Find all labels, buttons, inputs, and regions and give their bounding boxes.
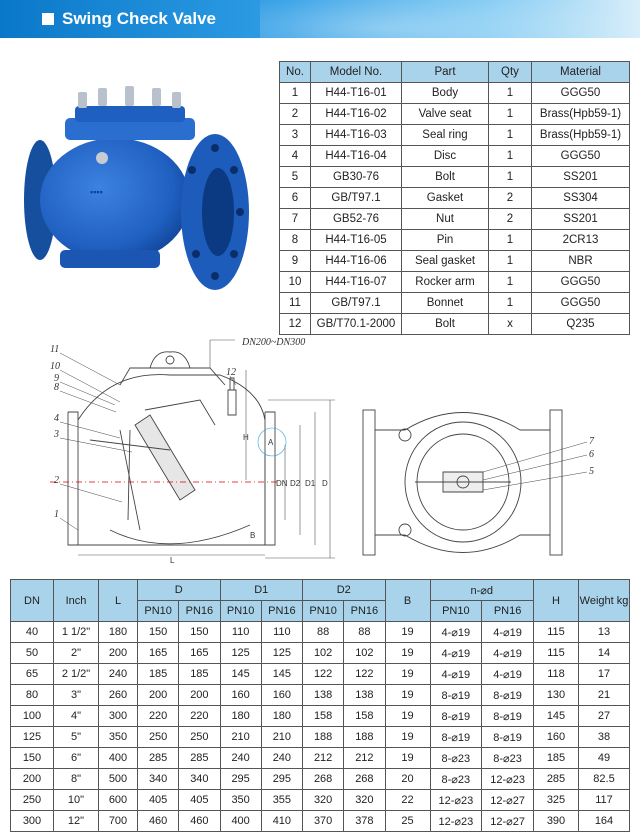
table-cell: 19 [385,685,430,706]
table-cell: 50 [11,643,54,664]
col-d-pn10: PN10 [138,601,179,622]
table-cell: 10 [280,272,311,293]
table-cell: GB/T97.1 [311,293,402,314]
parts-row [280,209,630,230]
col-qty: Qty [489,62,532,83]
table-cell: GB/T70.1-2000 [311,314,402,335]
table-cell: 11 [280,293,311,314]
table-cell: 1 [489,104,532,125]
table-cell: 118 [534,664,579,685]
table-cell: 1 1/2" [54,622,99,643]
table-cell: 268 [303,769,344,790]
range-label: DN200~DN300 [242,337,306,348]
table-cell: 1 [280,83,311,104]
table-cell: H44-T16-06 [311,251,402,272]
table-cell: H44-T16-04 [311,146,402,167]
col-d2: D2 [303,580,386,601]
table-cell: 410 [261,811,302,832]
table-cell: 295 [220,769,261,790]
callout-12: 12 [226,367,236,378]
table-cell: 4-⌀19 [430,643,482,664]
table-cell: 185 [138,664,179,685]
table-cell: 110 [220,622,261,643]
table-cell: 6" [54,748,99,769]
table-cell: 260 [99,685,138,706]
table-cell: H44-T16-02 [311,104,402,125]
table-cell: 2 [280,104,311,125]
table-cell: 1 [489,125,532,146]
dims-row [11,643,630,664]
dim-l: L [170,556,175,565]
dims-row [11,685,630,706]
table-cell: 8" [54,769,99,790]
dims-row [11,748,630,769]
table-cell: 158 [303,706,344,727]
col-d-pn16: PN16 [179,601,220,622]
table-cell: 138 [344,685,385,706]
col-nd-pn16: PN16 [482,601,534,622]
table-cell: 240 [99,664,138,685]
parts-row [280,167,630,188]
table-cell: SS304 [532,188,630,209]
parts-row [280,230,630,251]
table-cell: 300 [99,706,138,727]
table-cell: 19 [385,727,430,748]
svg-text:▪▪▪▪: ▪▪▪▪ [90,187,103,197]
table-cell: 122 [303,664,344,685]
table-cell: Disc [402,146,489,167]
table-cell: 378 [344,811,385,832]
table-cell: 268 [344,769,385,790]
col-d: D [138,580,221,601]
parts-table [279,61,630,335]
table-cell: 300 [11,811,54,832]
dim-b: B [250,531,256,540]
table-cell: Bolt [402,167,489,188]
col-h: H [534,580,579,622]
dims-header-row-1 [11,580,630,601]
col-inch: Inch [54,580,99,622]
col-d1-pn16: PN16 [261,601,302,622]
table-cell: 185 [534,748,579,769]
table-cell: H44-T16-05 [311,230,402,251]
table-cell: 600 [99,790,138,811]
table-cell: 115 [534,643,579,664]
square-bullet-icon [42,13,54,25]
table-cell: 200 [99,643,138,664]
col-part: Part [402,62,489,83]
table-cell: 125 [11,727,54,748]
table-cell: 102 [303,643,344,664]
parts-row [280,83,630,104]
callout-3: 3 [54,429,59,440]
table-cell: 100 [11,706,54,727]
table-cell: 150 [138,622,179,643]
table-cell: 8-⌀23 [430,748,482,769]
table-cell: 125 [220,643,261,664]
table-cell: 1 [489,293,532,314]
table-cell: 1 [489,146,532,167]
table-cell: 3" [54,685,99,706]
parts-row [280,146,630,167]
table-cell: 212 [344,748,385,769]
table-cell: Nut [402,209,489,230]
table-cell: 240 [261,748,302,769]
table-cell: 7 [280,209,311,230]
table-cell: 2 [489,209,532,230]
table-cell: 185 [179,664,220,685]
table-cell: 220 [179,706,220,727]
table-cell: 4-⌀19 [482,664,534,685]
col-no: No. [280,62,311,83]
table-cell: Brass(Hpb59-1) [532,104,630,125]
table-cell: 295 [261,769,302,790]
callout-11: 11 [50,344,60,355]
table-cell: 40 [11,622,54,643]
table-cell: 145 [534,706,579,727]
callout-10: 10 [50,361,60,372]
callout-4: 4 [54,413,59,424]
col-d1-pn10: PN10 [220,601,261,622]
table-cell: 25 [385,811,430,832]
table-cell: 8-⌀19 [482,685,534,706]
table-cell: 500 [99,769,138,790]
table-cell: 8-⌀19 [430,706,482,727]
table-cell: 210 [261,727,302,748]
table-cell: 88 [303,622,344,643]
callout-5: 5 [589,466,594,477]
callout-9: 9 [54,373,59,384]
dims-row [11,727,630,748]
table-cell: 240 [220,748,261,769]
dims-row [11,769,630,790]
table-cell: 117 [579,790,630,811]
table-cell: 8-⌀19 [430,727,482,748]
callout-6: 6 [589,449,594,460]
parts-row [280,188,630,209]
table-cell: 17 [579,664,630,685]
table-cell: 4-⌀19 [482,643,534,664]
section-drawing [50,330,350,565]
table-cell: 88 [344,622,385,643]
table-cell: 340 [138,769,179,790]
table-cell: 12 [280,314,311,335]
table-cell: Gasket [402,188,489,209]
table-cell: 38 [579,727,630,748]
table-cell: 1 [489,230,532,251]
table-cell: 370 [303,811,344,832]
table-cell: 212 [303,748,344,769]
col-weight: Weight kg [579,580,630,622]
table-cell: 122 [344,664,385,685]
table-cell: 165 [138,643,179,664]
table-cell: 8-⌀19 [482,706,534,727]
table-cell: 200 [11,769,54,790]
table-cell: 115 [534,622,579,643]
table-cell: 250 [179,727,220,748]
valve-photo [20,70,250,300]
table-cell: 400 [220,811,261,832]
table-cell: 188 [303,727,344,748]
table-cell: Body [402,83,489,104]
dims-row [11,790,630,811]
table-cell: Valve seat [402,104,489,125]
table-cell: 158 [344,706,385,727]
table-cell: 4-⌀19 [482,622,534,643]
table-cell: NBR [532,251,630,272]
callout-7: 7 [589,436,594,447]
table-cell: 405 [138,790,179,811]
table-cell: 13 [579,622,630,643]
col-dn: DN [11,580,54,622]
table-cell: 350 [99,727,138,748]
table-cell: 12-⌀23 [482,769,534,790]
table-cell: 405 [179,790,220,811]
table-cell: Q235 [532,314,630,335]
callout-1: 1 [54,509,59,520]
table-cell: 19 [385,706,430,727]
table-cell: 150 [179,622,220,643]
table-cell: 27 [579,706,630,727]
table-cell: 320 [344,790,385,811]
table-cell: GB30-76 [311,167,402,188]
dims-row [11,811,630,832]
dims-row [11,622,630,643]
table-cell: 4" [54,706,99,727]
table-cell: 164 [579,811,630,832]
table-cell: 285 [138,748,179,769]
table-cell: GGG50 [532,83,630,104]
col-material: Material [532,62,630,83]
table-cell: Seal ring [402,125,489,146]
table-cell: 110 [261,622,302,643]
table-cell: 14 [579,643,630,664]
table-cell: 400 [99,748,138,769]
table-cell: 138 [303,685,344,706]
table-cell: 210 [220,727,261,748]
table-cell: 325 [534,790,579,811]
dimensions-table [10,579,630,832]
table-cell: 5" [54,727,99,748]
table-cell: 6 [280,188,311,209]
table-cell: 145 [261,664,302,685]
table-cell: 8 [280,230,311,251]
table-cell: 4-⌀19 [430,622,482,643]
table-cell: 82.5 [579,769,630,790]
col-l: L [99,580,138,622]
table-cell: 150 [11,748,54,769]
table-cell: 65 [11,664,54,685]
table-cell: 80 [11,685,54,706]
table-cell: SS201 [532,209,630,230]
table-cell: 2" [54,643,99,664]
callout-8: 8 [54,382,59,393]
dim-dn: DN [276,479,288,488]
banner-wave [260,0,640,38]
parts-row [280,251,630,272]
table-cell: 19 [385,643,430,664]
table-cell: 21 [579,685,630,706]
table-cell: Pin [402,230,489,251]
table-cell: 160 [261,685,302,706]
table-cell: 285 [534,769,579,790]
dims-row [11,664,630,685]
table-cell: 130 [534,685,579,706]
table-cell: Brass(Hpb59-1) [532,125,630,146]
table-cell: 390 [534,811,579,832]
parts-row [280,293,630,314]
table-cell: 320 [303,790,344,811]
header-banner [0,0,640,38]
table-cell: 2 1/2" [54,664,99,685]
table-cell: 700 [99,811,138,832]
table-cell: GB/T97.1 [311,188,402,209]
table-cell: Rocker arm [402,272,489,293]
table-cell: 250 [11,790,54,811]
parts-header-row [280,62,630,83]
table-cell: H44-T16-01 [311,83,402,104]
table-cell: 355 [261,790,302,811]
table-cell: Seal gasket [402,251,489,272]
table-cell: 180 [99,622,138,643]
table-cell: 160 [220,685,261,706]
table-cell: 125 [261,643,302,664]
table-cell: 250 [138,727,179,748]
table-cell: 180 [220,706,261,727]
table-cell: H44-T16-07 [311,272,402,293]
table-cell: 3 [280,125,311,146]
table-cell: 102 [344,643,385,664]
table-cell: 8-⌀19 [482,727,534,748]
table-cell: 285 [179,748,220,769]
detail-a-label: A [268,438,274,447]
table-cell: 4-⌀19 [430,664,482,685]
table-cell: 1 [489,83,532,104]
parts-row [280,125,630,146]
table-cell: x [489,314,532,335]
parts-row [280,272,630,293]
table-cell: 200 [138,685,179,706]
col-d2-pn16: PN16 [344,601,385,622]
table-cell: 10" [54,790,99,811]
table-cell: 49 [579,748,630,769]
table-cell: 1 [489,272,532,293]
col-b: B [385,580,430,622]
table-cell: 460 [138,811,179,832]
table-cell: 19 [385,622,430,643]
table-cell: 1 [489,251,532,272]
table-cell: 160 [534,727,579,748]
table-cell: 19 [385,664,430,685]
table-cell: 12-⌀23 [430,811,482,832]
table-cell: 12" [54,811,99,832]
table-cell: 145 [220,664,261,685]
col-model: Model No. [311,62,402,83]
table-cell: 180 [261,706,302,727]
dim-d1: D1 [305,479,316,488]
parts-row [280,104,630,125]
table-cell: 188 [344,727,385,748]
side-drawing [355,400,625,565]
table-cell: SS201 [532,167,630,188]
table-cell: 22 [385,790,430,811]
table-cell: Bonnet [402,293,489,314]
page-title: Swing Check Valve [62,9,217,28]
table-cell: Bolt [402,314,489,335]
dim-d2: D2 [290,479,301,488]
table-cell: 19 [385,748,430,769]
table-cell: 2 [489,188,532,209]
table-cell: 12-⌀23 [430,790,482,811]
col-nd: n-⌀d [430,580,534,601]
table-cell: 9 [280,251,311,272]
table-cell: 220 [138,706,179,727]
table-cell: H44-T16-03 [311,125,402,146]
table-cell: 1 [489,167,532,188]
dims-row [11,706,630,727]
table-cell: GGG50 [532,293,630,314]
table-cell: GGG50 [532,146,630,167]
dim-h: H [243,433,249,442]
table-cell: 165 [179,643,220,664]
table-cell: GGG50 [532,272,630,293]
table-cell: 340 [179,769,220,790]
table-cell: 460 [179,811,220,832]
table-cell: 8-⌀19 [430,685,482,706]
table-cell: 350 [220,790,261,811]
table-cell: 20 [385,769,430,790]
col-nd-pn10: PN10 [430,601,482,622]
table-cell: 2CR13 [532,230,630,251]
table-cell: 12-⌀27 [482,811,534,832]
table-cell: 12-⌀27 [482,790,534,811]
table-cell: 8-⌀23 [430,769,482,790]
col-d1: D1 [220,580,303,601]
table-cell: 4 [280,146,311,167]
dim-d: D [322,479,328,488]
col-d2-pn10: PN10 [303,601,344,622]
table-cell: 5 [280,167,311,188]
table-cell: 200 [179,685,220,706]
callout-2: 2 [54,475,59,486]
table-cell: 8-⌀23 [482,748,534,769]
table-cell: GB52-76 [311,209,402,230]
